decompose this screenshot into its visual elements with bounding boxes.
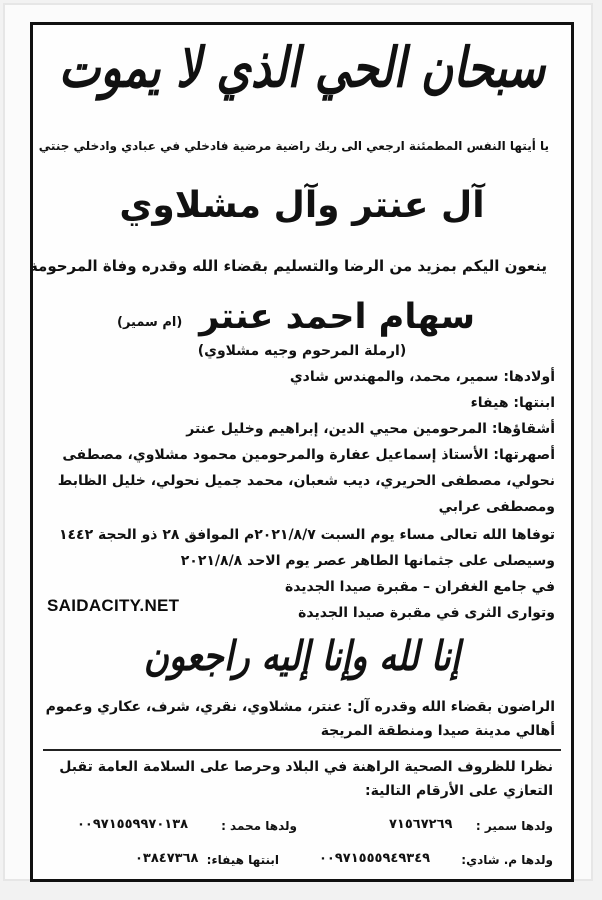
death-date-line: توفاها الله تعالى مساء يوم السبت ٢٠٢١/٨/٧م الموافق ٢٨ ذو الحجة ١٤٤٢: [58, 527, 555, 543]
calligraphy-title: سبحان الحي الذي لا يموت: [58, 36, 546, 101]
inlaws-line-2: نحولي، مصطفى الحريري، ديب شعبان، محمد جميل نحولي، خليل الظابط: [57, 473, 555, 489]
widow-of-line: (ارملة المرحوم وجيه مشلاوي): [197, 343, 407, 359]
announcement-line: ينعون اليكم بمزيد من الرضا والتسليم بقضاء الله وقدره وفاة المرحومة: [28, 257, 547, 275]
family-names: آل عنتر وآل مشلاوي: [119, 185, 485, 226]
daughter-line: ابنتها: هيفاء: [470, 395, 555, 411]
brothers-line: أشقاؤها: المرحومين محيي الدين، إبراهيم وخليل عنتر: [186, 421, 555, 437]
divider: [43, 749, 561, 751]
inlaws-line-1: أصهرتها: الأستاذ إسماعيل عفارة والمرحومين محمود مشلاوي، مصطفى: [62, 447, 555, 463]
contact-label-shadi: ولدها م. شادي:: [461, 853, 553, 867]
sons-line: أولادها: سمير، محمد، والمهندس شادي: [289, 369, 555, 385]
contact-number-shadi: ٠٠٩٧١٥٥٥٩٤٩٣٤٩: [319, 851, 431, 866]
burial-line: وتوارى الثرى في مقبرة صيدا الجديدة: [298, 605, 555, 621]
deceased-name: سهام احمد عنتر: [199, 297, 475, 337]
contact-number-haifa: ٠٣٨٤٧٣٦٨: [135, 851, 199, 866]
condolence-note-2: التعازي على الأرقام التالية:: [365, 783, 553, 799]
contact-number-sameer: ٧١٥٦٧٢٦٩: [389, 817, 453, 832]
mourners-line-2: أهالي مدينة صيدا ومنطقة المريجة: [320, 723, 555, 739]
contact-label-mohammad: ولدها محمد :: [221, 819, 297, 833]
quran-verse: يا أيتها النفس المطمئنة ارجعي الى ربك راضية مرضية فادخلي في عبادي وادخلي جنتي: [38, 139, 549, 153]
obituary-frame: [30, 22, 574, 882]
watermark: SAIDACITY.NET: [47, 596, 180, 615]
mourners-line-1: الراضون بقضاء الله وقدره آل: عنتر، مشلاوي، نقري، شرف، عكاري وعموم: [45, 699, 555, 715]
deceased-alias: (ام سمير): [117, 315, 183, 330]
contact-number-mohammad: ٠٠٩٧١٥٥٩٩٧٠١٣٨: [77, 817, 189, 832]
quran-calligraphy: إنا لله وإنا إليه راجعون: [143, 633, 461, 681]
mosque-line: في جامع الغفران – مقبرة صيدا الجديدة: [284, 579, 555, 595]
condolence-note-1: نظرا للظروف الصحية الراهنة في البلاد وحرصا على السلامة العامة تقبل: [59, 759, 553, 775]
prayer-line: وسيصلى على جثمانها الطاهر عصر يوم الاحد ٢٠٢١/٨/٨: [180, 553, 555, 569]
inlaws-line-3: ومصطفى عرابي: [438, 499, 555, 515]
contact-label-sameer: ولدها سمير :: [475, 819, 553, 833]
contact-label-haifa: ابنتها هيفاء:: [206, 853, 279, 867]
